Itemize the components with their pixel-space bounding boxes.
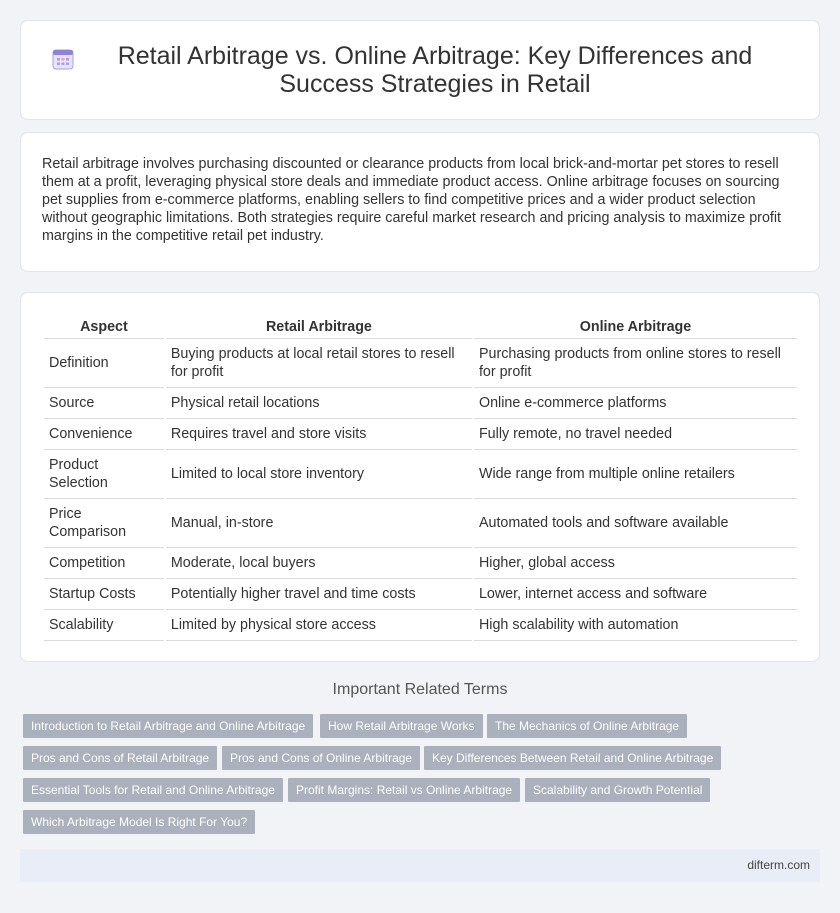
table-cell-online: Wide range from multiple online retailers	[474, 450, 797, 499]
table-cell-retail: Potentially higher travel and time costs	[166, 579, 472, 610]
comparison-table	[42, 315, 799, 641]
related-term-link[interactable]: Profit Margins: Retail vs Online Arbitrage	[288, 778, 520, 802]
footer	[20, 849, 820, 882]
table-cell-aspect: Competition	[44, 548, 164, 579]
intro-card	[20, 132, 820, 272]
header-retail-arbitrage: Retail Arbitrage	[166, 315, 472, 339]
table-row	[44, 499, 797, 548]
table-cell-online: Automated tools and software available	[474, 499, 797, 548]
related-term-link[interactable]: Scalability and Growth Potential	[525, 778, 710, 802]
related-term-link[interactable]: Pros and Cons of Retail Arbitrage	[23, 746, 217, 770]
page-title: Retail Arbitrage vs. Online Arbitrage: Key Differences and Success Strategies in Retail	[117, 42, 753, 98]
table-cell-retail: Buying products at local retail stores to resell for profit	[166, 339, 472, 388]
table-cell-online: Lower, internet access and software	[474, 579, 797, 610]
table-header-row	[44, 315, 797, 339]
related-term-link[interactable]: Which Arbitrage Model Is Right For You?	[23, 810, 255, 834]
table-cell-retail: Limited by physical store access	[166, 610, 472, 641]
related-terms-heading: Important Related Terms	[332, 681, 508, 698]
table-cell-aspect: Convenience	[44, 419, 164, 450]
related-term-link[interactable]: Introduction to Retail Arbitrage and Online Arbitrage	[23, 714, 313, 738]
related-term-link[interactable]: Key Differences Between Retail and Online Arbitrage	[424, 746, 721, 770]
table-row	[44, 579, 797, 610]
table-cell-retail: Physical retail locations	[166, 388, 472, 419]
table-cell-aspect: Definition	[44, 339, 164, 388]
table-row	[44, 548, 797, 579]
table-cell-aspect: Source	[44, 388, 164, 419]
related-term-link[interactable]: How Retail Arbitrage Works	[320, 714, 483, 738]
table-row	[44, 610, 797, 641]
table-cell-aspect: Scalability	[44, 610, 164, 641]
footer-site-name: difterm.com	[747, 858, 810, 872]
table-cell-online: Online e-commerce platforms	[474, 388, 797, 419]
table-cell-online: Purchasing products from online stores to resell for profit	[474, 339, 797, 388]
intro-paragraph: Retail arbitrage involves purchasing discounted or clearance products from local brick-and-mortar pet stores to resell them at a profit, leveraging physical store deals and immediate product access. Online arbitrage focuses on sourcing pet supplies from e-commerce platforms, enabling sellers to find competitive prices and a wider product selection without geographic limitations. Both strategies require careful market research and pricing analysis to maximize profit margins in the competitive retail pet industry.	[42, 156, 782, 244]
table-cell-online: Fully remote, no travel needed	[474, 419, 797, 450]
table-cell-retail: Requires travel and store visits	[166, 419, 472, 450]
table-row	[44, 388, 797, 419]
table-cell-aspect: Startup Costs	[44, 579, 164, 610]
table-cell-aspect: Product Selection	[44, 450, 164, 499]
related-term-link[interactable]: The Mechanics of Online Arbitrage	[487, 714, 687, 738]
comparison-card	[20, 292, 820, 662]
table-cell-retail: Moderate, local buyers	[166, 548, 472, 579]
table-row	[44, 419, 797, 450]
table-row	[44, 450, 797, 499]
header-online-arbitrage: Online Arbitrage	[474, 315, 797, 339]
table-row	[44, 339, 797, 388]
table-cell-online: Higher, global access	[474, 548, 797, 579]
header-aspect: Aspect	[44, 315, 164, 339]
title-card	[20, 20, 820, 120]
table-cell-retail: Limited to local store inventory	[166, 450, 472, 499]
table-cell-retail: Manual, in-store	[166, 499, 472, 548]
table-cell-online: High scalability with automation	[474, 610, 797, 641]
related-term-link[interactable]: Essential Tools for Retail and Online Arbitrage	[23, 778, 283, 802]
table-cell-aspect: Price Comparison	[44, 499, 164, 548]
related-term-link[interactable]: Pros and Cons of Online Arbitrage	[222, 746, 420, 770]
